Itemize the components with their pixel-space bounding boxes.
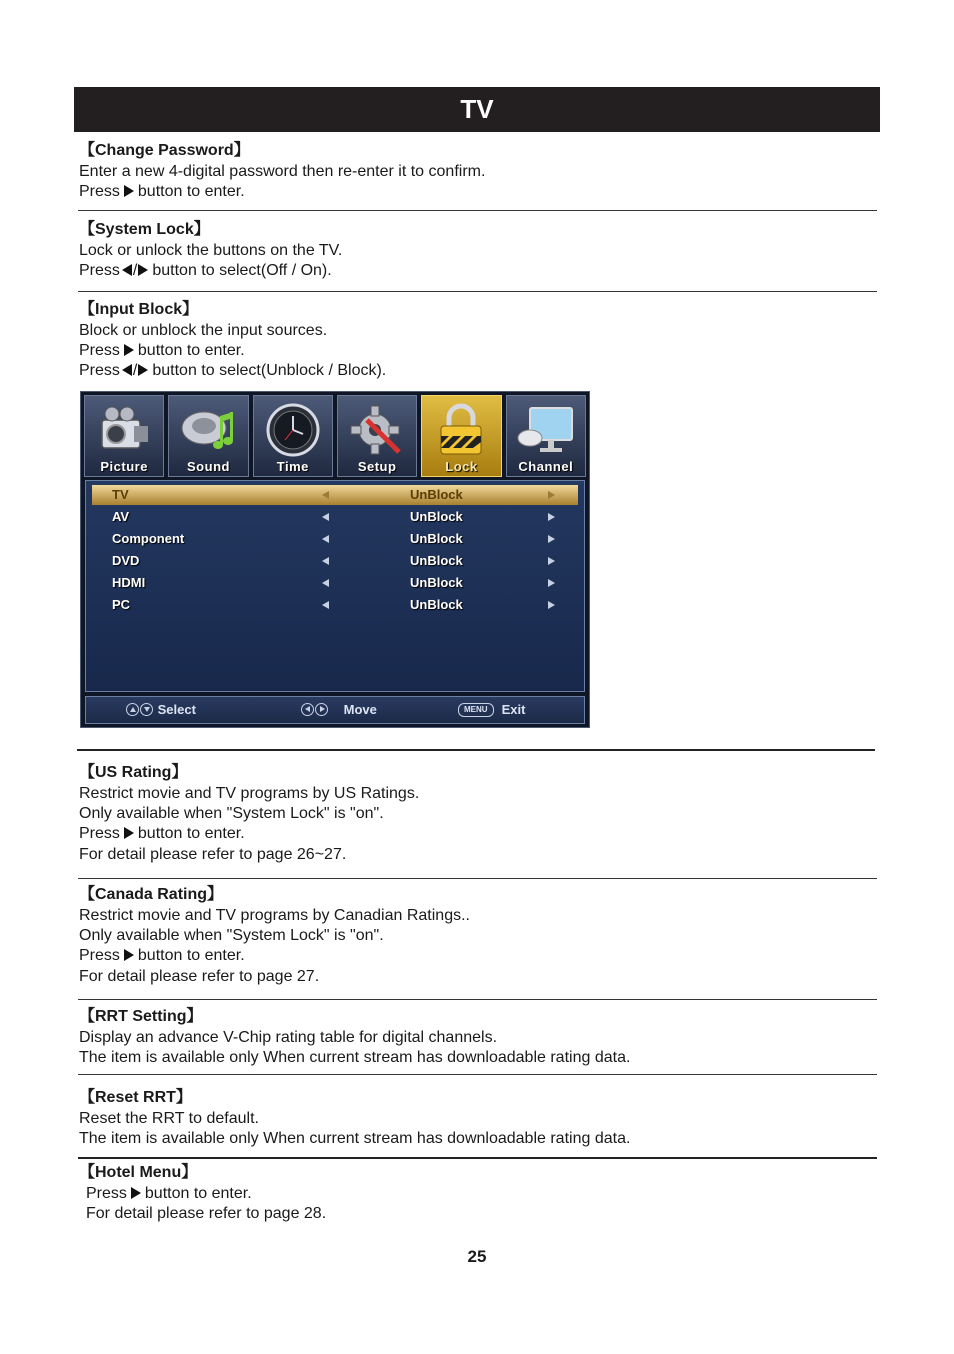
osd-input-block-list	[85, 480, 585, 692]
right-arrow-icon[interactable]	[548, 513, 555, 521]
instruction-text: button to enter.	[137, 825, 245, 843]
instruction-text: button to enter.	[144, 1185, 252, 1202]
right-arrow-icon[interactable]	[548, 491, 555, 499]
section-title: 【Hotel Menu】	[79, 1164, 198, 1181]
tab-label: Time	[276, 459, 309, 474]
section-text: For detail please refer to page 27.	[79, 967, 320, 985]
press-text: Press	[79, 262, 120, 280]
up-button-icon	[126, 703, 139, 716]
right-arrow-icon	[138, 364, 148, 376]
right-arrow-icon[interactable]	[548, 535, 555, 543]
input-row-component[interactable]	[92, 529, 578, 549]
press-text: Press	[79, 342, 120, 360]
row-value: UnBlock	[410, 597, 463, 612]
gear-icon	[347, 402, 407, 458]
instruction-text: button to enter.	[137, 947, 245, 965]
satellite-dish-icon	[516, 402, 576, 458]
section-text: Block or unblock the input sources.	[79, 322, 328, 339]
help-move-label: Move	[343, 702, 377, 717]
tab-label: Sound	[187, 459, 230, 474]
music-note-icon	[178, 402, 238, 458]
section-title: 【Canada Rating】	[79, 886, 224, 903]
right-button-icon	[315, 703, 328, 716]
tab-label: Setup	[357, 459, 397, 474]
help-select	[126, 697, 196, 723]
osd-help-bar	[85, 696, 585, 724]
divider	[77, 749, 875, 751]
section-system-lock	[79, 220, 879, 281]
page-title-banner: TV	[74, 87, 880, 132]
left-arrow-icon[interactable]	[322, 491, 329, 499]
left-arrow-icon	[122, 264, 132, 276]
section-text: Enter a new 4-digital password then re-enter it to confirm.	[79, 163, 486, 180]
input-row-av[interactable]	[92, 507, 578, 527]
right-arrow-icon[interactable]	[548, 579, 555, 587]
osd-tab-bar	[84, 395, 586, 477]
input-row-hdmi[interactable]	[92, 573, 578, 593]
row-label: AV	[112, 509, 130, 524]
input-row-tv[interactable]	[92, 485, 578, 505]
left-button-icon	[301, 703, 314, 716]
section-text: Reset the RRT to default.	[79, 1110, 259, 1127]
press-text: Press	[79, 825, 120, 843]
section-text: For detail please refer to page 26~27.	[79, 845, 347, 863]
osd-lock-menu	[80, 391, 590, 728]
page-number: 25	[467, 1247, 487, 1266]
tab-label: Picture	[100, 459, 148, 474]
input-row-dvd[interactable]	[92, 551, 578, 571]
section-title: 【Input Block】	[79, 301, 199, 318]
padlock-icon	[431, 402, 491, 458]
section-instruction	[79, 341, 879, 361]
row-label: HDMI	[112, 575, 146, 590]
row-label: TV	[112, 487, 129, 502]
section-title: 【Reset RRT】	[79, 1089, 192, 1106]
row-label: PC	[112, 597, 131, 612]
section-text: For detail please refer to page 28.	[86, 1205, 327, 1223]
tab-label: Channel	[518, 459, 574, 474]
divider	[78, 1074, 877, 1075]
right-arrow-icon[interactable]	[548, 601, 555, 609]
tab-lock[interactable]	[421, 395, 501, 477]
camera-icon	[94, 402, 154, 458]
divider	[78, 878, 877, 879]
divider	[78, 1157, 877, 1159]
help-exit-label: Exit	[501, 702, 526, 717]
row-value: UnBlock	[410, 575, 463, 590]
divider	[78, 210, 877, 211]
section-text: Restrict movie and TV programs by US Ratings.	[79, 785, 420, 802]
right-arrow-icon	[131, 1187, 141, 1199]
clock-icon	[263, 402, 323, 458]
section-instruction	[79, 182, 879, 202]
row-value: UnBlock	[410, 509, 463, 524]
left-arrow-icon[interactable]	[322, 601, 329, 609]
down-button-icon	[140, 703, 153, 716]
right-arrow-icon	[124, 949, 134, 961]
section-change-password	[79, 141, 879, 202]
row-label: Component	[112, 531, 185, 546]
section-instruction	[79, 824, 879, 844]
divider	[78, 999, 877, 1000]
row-value: UnBlock	[410, 531, 463, 546]
section-rrt-setting	[79, 1007, 879, 1068]
tab-channel[interactable]	[506, 395, 586, 477]
section-text: Lock or unlock the buttons on the TV.	[79, 242, 343, 259]
tab-sound[interactable]	[168, 395, 248, 477]
press-text: Press	[79, 362, 120, 380]
row-value: UnBlock	[410, 487, 463, 502]
section-hotel-menu	[79, 1163, 879, 1224]
help-exit	[458, 697, 525, 723]
help-move	[301, 697, 377, 723]
instruction-text: button to select(Off / On).	[152, 262, 332, 280]
section-canada-rating	[79, 885, 879, 987]
section-text: Only available when "System Lock" is "on".	[79, 805, 384, 823]
press-text: Press	[79, 947, 120, 965]
section-input-block	[79, 300, 879, 382]
right-arrow-icon	[124, 344, 134, 356]
section-title: 【Change Password】	[79, 142, 250, 159]
section-title: 【RRT Setting】	[79, 1008, 203, 1025]
section-text: Only available when "System Lock" is "on".	[79, 927, 384, 945]
section-instruction: Press / button to select(Off / On).	[79, 262, 332, 280]
section-text: Display an advance V-Chip rating table for digital channels.	[79, 1029, 498, 1046]
section-reset-rrt	[79, 1088, 879, 1149]
tab-time[interactable]	[253, 395, 333, 477]
left-arrow-icon[interactable]	[322, 579, 329, 587]
instruction-text: button to select(Unblock / Block).	[152, 362, 387, 380]
instruction-text: button to enter.	[137, 183, 245, 201]
input-row-pc[interactable]	[92, 595, 578, 615]
section-instruction: Press / button to select(Unblock / Block).	[79, 362, 387, 380]
section-title: 【US Rating】	[79, 764, 188, 781]
tab-label: Lock	[445, 459, 478, 474]
right-arrow-icon	[138, 264, 148, 276]
right-arrow-icon	[124, 827, 134, 839]
section-title: 【System Lock】	[79, 221, 210, 238]
section-instruction	[79, 946, 879, 966]
left-arrow-icon	[122, 364, 132, 376]
section-us-rating	[79, 763, 879, 865]
left-arrow-icon[interactable]	[322, 535, 329, 543]
section-instruction	[79, 1184, 879, 1204]
left-arrow-icon[interactable]	[322, 513, 329, 521]
section-text: The item is available only When current stream has downloadable rating data.	[79, 1130, 631, 1148]
instruction-text: button to enter.	[137, 342, 245, 360]
row-label: DVD	[112, 553, 140, 568]
press-text: Press	[86, 1185, 127, 1202]
section-text: The item is available only When current stream has downloadable rating data.	[79, 1049, 631, 1067]
press-text: Press	[79, 183, 120, 201]
tab-setup[interactable]	[337, 395, 417, 477]
section-text: Restrict movie and TV programs by Canadian Ratings..	[79, 907, 470, 924]
tab-picture[interactable]	[84, 395, 164, 477]
help-select-label: Select	[157, 702, 196, 717]
menu-key-icon: MENU	[458, 703, 494, 717]
right-arrow-icon	[124, 185, 134, 197]
row-value: UnBlock	[410, 553, 463, 568]
right-arrow-icon[interactable]	[548, 557, 555, 565]
divider	[78, 291, 877, 292]
left-arrow-icon[interactable]	[322, 557, 329, 565]
